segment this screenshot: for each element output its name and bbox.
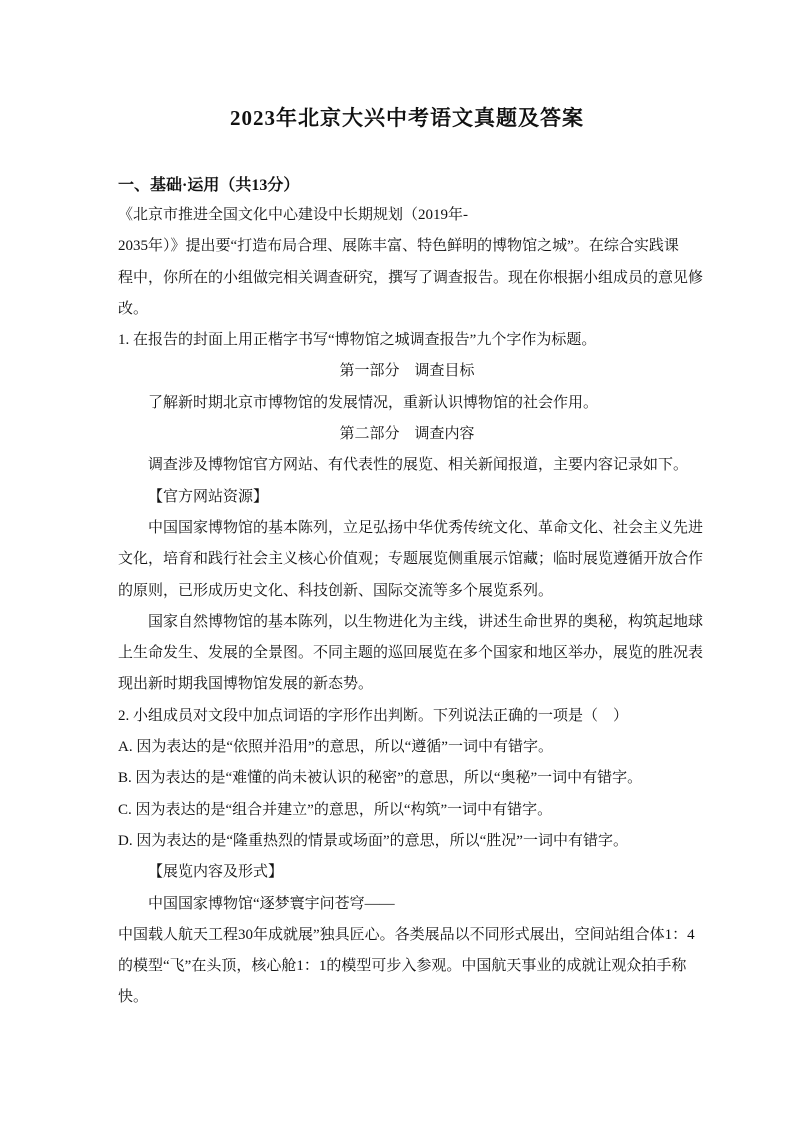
option-d: D. 因为表达的是“隆重热烈的情景或场面”的意思，所以“胜况”一词中有错字。 [118, 832, 628, 849]
paragraph-national-museum-1: 中国国家博物馆的基本陈列，立足弘扬中华优秀传统文化、革命文化、社会主义先进 [148, 519, 704, 536]
paragraph-natural-museum-3: 现出新时期我国博物馆发展的新态势。 [118, 676, 374, 693]
document-title: 2023年北京大兴中考语文真题及答案 [230, 106, 584, 130]
question-1: 1. 在报告的封面上用正楷字书写“博物馆之城调查报告”九个字作为标题。 [118, 332, 597, 349]
question-2: 2. 小组成员对文段中加点词语的字形作出判断。下列说法正确的一项是（ ） [118, 707, 629, 724]
paragraph-natural-museum-2: 上生命发生、发展的全景图。不同主题的巡回展览在多个国家和地区举办，展览的胜况表 [118, 645, 704, 662]
option-c: C. 因为表达的是“组合并建立”的意思，所以“构筑”一词中有错字。 [118, 801, 553, 818]
paragraph-national-museum-2: 文化，培育和践行社会主义核心价值观；专题展览侧重展示馆藏；临时展览遵循开放合作 [118, 551, 704, 568]
paragraph-exhibition-2: 中国载人航天工程30年成就展”独具匠心。各类展品以不同形式展出，空间站组合体1：4 [118, 926, 695, 943]
paragraph-national-museum-3: 的原则，已形成历史文化、科技创新、国际交流等多个展览系列。 [118, 582, 554, 599]
document-body [118, 200, 704, 1014]
part-2-heading: 第二部分 调查内容 [339, 426, 475, 443]
intro-line-1: 《北京市推进全国文化中心建设中长期规划（2019年- [118, 207, 468, 223]
paragraph-natural-museum-1: 国家自然博物馆的基本陈列，以生物进化为主线，讲述生命世界的奥秘，构筑起地球 [148, 613, 704, 630]
bracket-exhibition-content-form: 【展览内容及形式】 [148, 864, 284, 881]
section-heading: 一、基础·运用（共13分） [118, 177, 300, 194]
paragraph-exhibition-4: 快。 [118, 989, 149, 1006]
intro-line-3: 程中，你所在的小组做完相关调查研究，撰写了调查报告。现在你根据小组成员的意见修 [118, 269, 704, 286]
paragraph-exhibition-3: 的模型“飞”在头顶，核心舱1：1的模型可步入参观。中国航天事业的成就让观众拍手称 [118, 958, 687, 975]
option-a: A. 因为表达的是“依照并沿用”的意思，所以“遵循”一词中有错字。 [118, 739, 553, 756]
part-2-intro: 调查涉及博物馆官方网站、有代表性的展览、相关新闻报道，主要内容记录如下。 [148, 457, 689, 474]
part-1-heading: 第一部分 调查目标 [339, 363, 475, 380]
intro-line-4: 改。 [118, 300, 149, 317]
intro-line-2: 2035年）》提出要“打造布局合理、展陈丰富、特色鲜明的博物馆之城”。在综合实践课 [118, 238, 679, 255]
option-b: B. 因为表达的是“难懂的尚未被认识的秘密”的意思，所以“奥秘”一词中有错字。 [118, 770, 643, 787]
paragraph-exhibition-1: 中国国家博物馆“逐梦寰宇问苍穹—— [148, 895, 395, 912]
part-1-content: 了解新时期北京市博物馆的发展情况，重新认识博物馆的社会作用。 [148, 394, 599, 411]
bracket-official-website-resources: 【官方网站资源】 [148, 488, 269, 505]
